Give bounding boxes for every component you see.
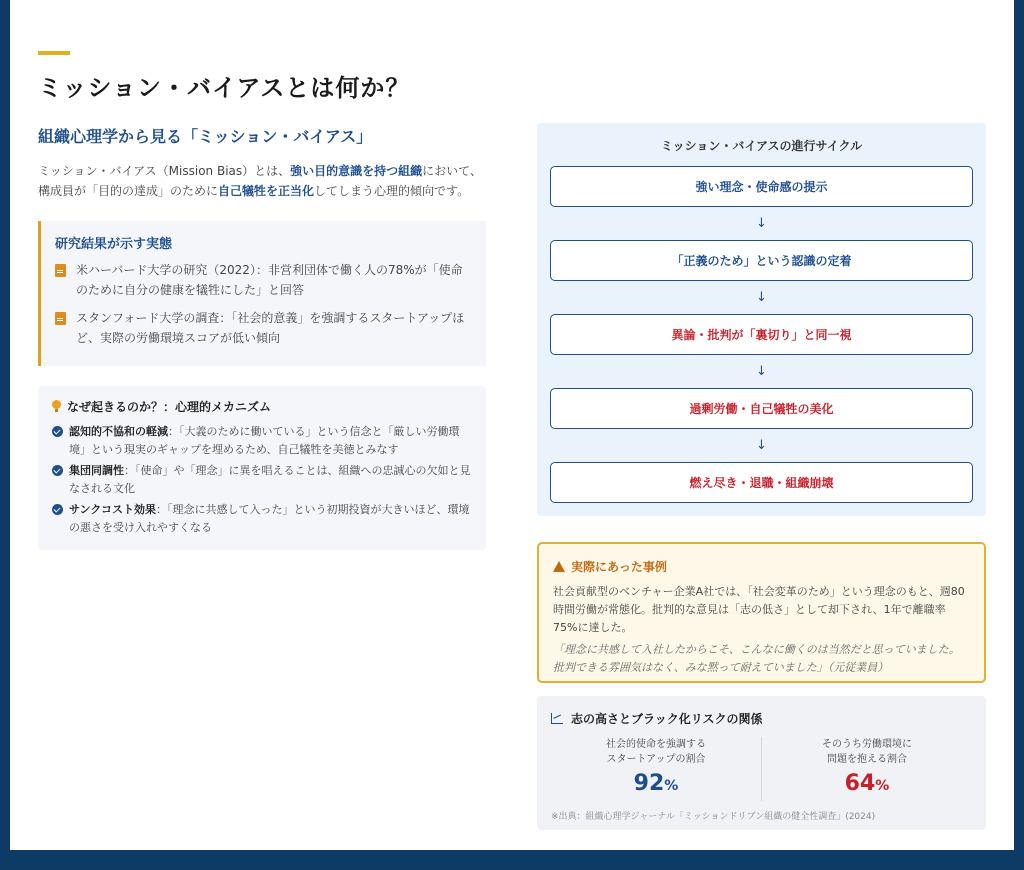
mechanism-item [52, 423, 472, 459]
intro-highlight-1: 強い目的意識を持つ組織 [290, 164, 423, 178]
stat-unit: % [875, 778, 890, 794]
mechanism-item-text [69, 501, 472, 537]
stat-startups-mission [551, 737, 761, 801]
research-box [38, 221, 486, 366]
case-title-row [553, 558, 968, 575]
arrow-down-icon: ↓ [756, 290, 767, 305]
stats-title-row [551, 710, 972, 727]
cycle-step-5: 燃え尽き・退職・組織崩壊 [550, 462, 973, 503]
arrow-down-icon: ↓ [756, 438, 767, 453]
mechanism-title: なぜ起きるのか？：心理的メカニズム [67, 400, 272, 414]
research-item-text: 米ハーバード大学の研究（2022）：非営利団体で働く人の78%が「使命のために自分の健康を犠牲にした」と回答 [76, 263, 463, 297]
mechanism-item-text [69, 423, 472, 459]
warning-icon [553, 561, 565, 572]
stat-unit: % [664, 778, 679, 794]
intro-text-2: において、構成員が「目的の達成」のために [38, 164, 482, 198]
mechanism-desc: ：「大義のために働いている」という信念と「厳しい労働環境」という現実のギャップを埋めるため、自己犠牲を美徳とみなす [69, 425, 460, 456]
research-item [55, 308, 472, 348]
case-quote: 「理念に共感して入社したからこそ、こんなに働くのは当然だと思っていました。批判できる雰囲気はなく、みな黙って耐えていました」（元従業員） [553, 643, 960, 674]
page-title: ミッション・バイアスとは何か？ [38, 74, 411, 102]
mechanism-item [52, 501, 472, 537]
right-frame-bar [1014, 0, 1024, 870]
stat-number: 64 [844, 771, 876, 796]
check-circle-icon [52, 426, 63, 437]
check-circle-icon [52, 504, 63, 515]
intro-paragraph [38, 161, 486, 201]
stats-row [551, 737, 972, 801]
case-title: 実際にあった事例 [571, 560, 667, 574]
cycle-panel [537, 123, 986, 516]
case-body: 社会貢献型のベンチャー企業A社では、「社会変革のため」という理念のもと、週80時間労働が常態化。批判的な意見は「志の低さ」として却下され、1年で離職率75%に達した。 [553, 585, 965, 634]
mechanism-title-row [52, 398, 472, 415]
research-item [55, 260, 472, 300]
stat-number: 92 [633, 771, 665, 796]
mechanism-term: 集団同調性 [69, 464, 124, 477]
cycle-step-2: 「正義のため」という認識の定着 [550, 240, 973, 281]
arrow-down-icon: ↓ [756, 364, 767, 379]
stat-label: そのうち労働環境に [822, 739, 912, 750]
stat-label: 問題を抱える割合 [827, 754, 907, 765]
cycle-step-3: 異論・批判が「裏切り」と同一視 [550, 314, 973, 355]
mechanism-item-text [69, 462, 472, 498]
intro-subtitle: 組織心理学から見る「ミッション・バイアス」 [38, 127, 373, 146]
arrow-down-icon: ↓ [756, 216, 767, 231]
stats-source: ※出典：組織心理学ジャーナル「ミッションドリブン組織の健全性調査」(2024) [551, 812, 876, 822]
stats-box [537, 696, 986, 830]
mechanism-box [38, 386, 486, 550]
document-icon [55, 264, 66, 277]
research-item-text: スタンフォード大学の調査：「社会的意義」を強調するスタートアップほど、実際の労働環境スコアが低い傾向 [76, 311, 465, 345]
stat-label: 社会的使命を強調する [606, 739, 706, 750]
stat-value [762, 769, 972, 801]
title-accent-line [38, 51, 70, 55]
mechanism-term: サンクコスト効果 [69, 503, 157, 516]
case-box [537, 542, 986, 683]
stat-value [551, 769, 761, 801]
stat-label: スタートアップの割合 [606, 754, 706, 765]
mechanism-item [52, 462, 472, 498]
document-icon [55, 312, 66, 325]
intro-text-3: してしまう心理的傾向です。 [314, 184, 470, 198]
intro-highlight-2: 自己犠牲を正当化 [218, 184, 315, 198]
mechanism-desc: ：「使命」や「理念」に異を唱えることは、組織への忠誠心の欠如と見なされる文化 [69, 464, 471, 495]
cycle-step-4: 過剰労働・自己犠牲の美化 [550, 388, 973, 429]
lightbulb-icon [52, 400, 61, 413]
research-title: 研究結果が示す実態 [55, 237, 173, 252]
check-circle-icon [52, 465, 63, 476]
chart-line-icon [551, 713, 563, 724]
intro-text-1: ミッション・バイアス（Mission Bias）とは、 [38, 164, 291, 178]
stats-title: 志の高さとブラック化リスクの関係 [571, 712, 763, 726]
bottom-frame-bar [0, 850, 1024, 870]
left-column [38, 124, 486, 550]
cycle-title: ミッション・バイアスの進行サイクル [660, 139, 863, 153]
mechanism-desc: ：「理念に共感して入った」という初期投資が大きいほど、環境の悪さを受け入れやすくなる [69, 503, 470, 534]
mechanism-term: 認知的不協和の軽減 [69, 425, 168, 438]
stat-labor-problems [761, 737, 972, 801]
cycle-step-1: 強い理念・使命感の提示 [550, 166, 973, 207]
left-frame-bar [0, 0, 10, 870]
